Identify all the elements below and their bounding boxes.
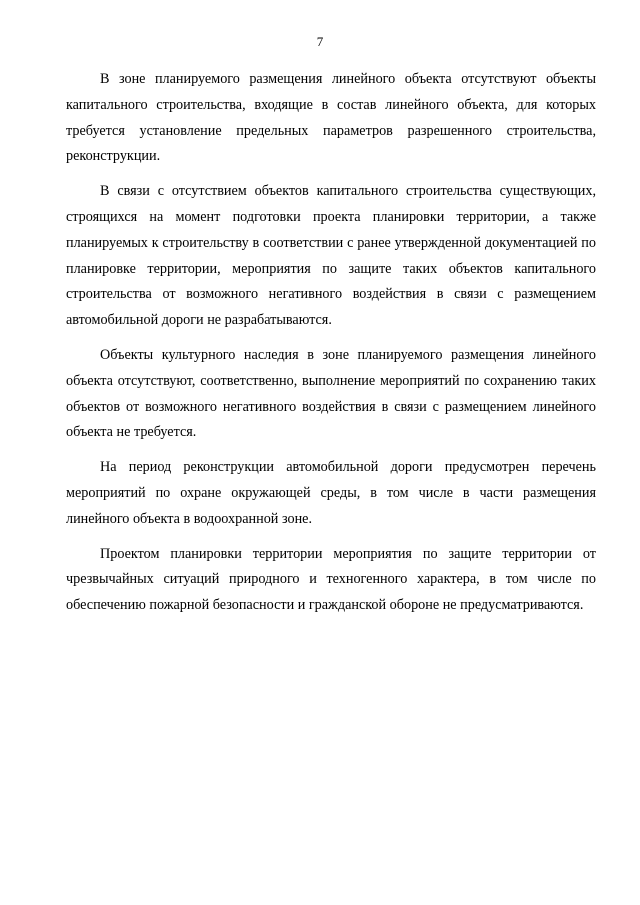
paragraph-emergency-measures: Проектом планировки территории мероприятия по защите территории от чрезвычайных ситуаций природного и техногенного характера, в том числе по обеспечению пожарной безопасности и гражданской обороне не предусматриваются. — [66, 545, 596, 614]
paragraph-cultural-heritage: Объекты культурного наследия в зоне планируемого размещения линейного объекта отсутствуют, соответственно, выполнение мероприятий по сохранению таких объектов от возможного негативного воздействия в связи с размещением линейного объекта не требуется. — [66, 346, 596, 441]
paragraph-environmental-protection: На период реконструкции автомобильной дороги предусмотрен перечень мероприятий по охране окружающей среды, в том числе в части размещения линейного объекта в водоохранной зоне. — [66, 459, 596, 527]
paragraph-protection-measures: В связи с отсутствием объектов капитального строительства существующих, строящихся на момент подготовки проекта планировки территории, а также планируемых к строительству в соответствии с ранее утвержденной документацией по планировке территории, мероприятия по защите таких объектов капитального строительства от возможного негативного воздействия в связи с размещением автомобильной дороги не разрабатываются. — [66, 183, 596, 329]
page-number: 7 — [316, 34, 324, 49]
paragraph-capital-construction-objects: В зоне планируемого размещения линейного объекта отсутствуют объекты капитального строительства, входящие в состав линейного объекта, для которых требуется установление предельных параметров разрешенного строительства, реконструкции. — [66, 71, 596, 165]
document-body — [66, 67, 596, 628]
